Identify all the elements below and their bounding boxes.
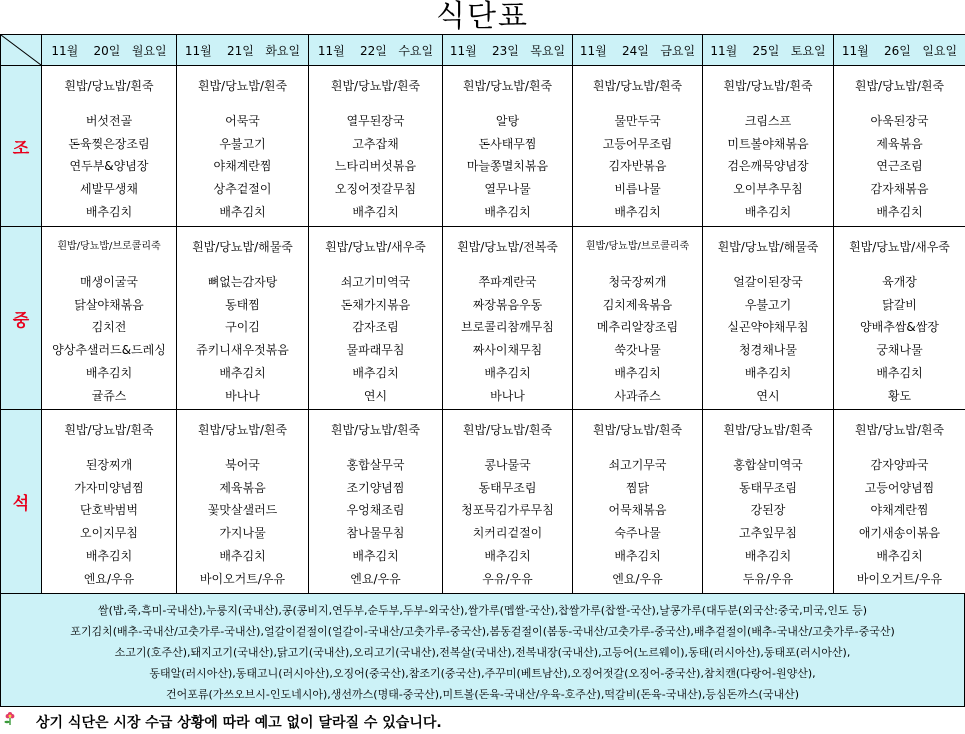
menu-cell bbox=[42, 66, 177, 227]
menu-item: 미트볼야채볶음 bbox=[727, 136, 809, 151]
menu-item: 배추김치 bbox=[484, 204, 531, 219]
menu-item: 배추김치 bbox=[484, 548, 531, 563]
menu-item: 쑥갓나물 bbox=[614, 343, 661, 358]
menu-item: 배추김치 bbox=[876, 365, 923, 380]
rice-options: 흰밥/당뇨밥/흰죽 bbox=[592, 79, 683, 93]
menu-item: 가자미양념찜 bbox=[74, 480, 144, 495]
menu-item: 바나나 bbox=[225, 388, 260, 403]
menu-item: 된장찌개 bbox=[85, 457, 133, 472]
origin-line: 소고기(호주산),돼지고기(국내산),닭고기(국내산),오리고기(국내산),전복살(국내산),전복내장(국내산),고등어(노르웨이),동태(러시아산),동태포(러시아산), bbox=[114, 646, 851, 659]
menu-item: 엔요/우유 bbox=[612, 571, 663, 586]
menu-item: 단호박범벅 bbox=[80, 503, 138, 518]
dinner-row bbox=[1, 410, 965, 594]
menu-item: 홍합살무국 bbox=[346, 457, 405, 472]
menu-item: 느타리버섯볶음 bbox=[334, 159, 417, 174]
menu-item: 세발무생채 bbox=[80, 182, 138, 197]
menu-cell bbox=[443, 410, 573, 594]
menu-item: 숙주나물 bbox=[614, 526, 661, 541]
menu-cell bbox=[703, 227, 834, 410]
menu-item: 비름나물 bbox=[614, 182, 661, 197]
menu-item: 짜사이채무침 bbox=[472, 343, 543, 358]
menu-item: 찜닭 bbox=[625, 480, 650, 495]
menu-item: 마늘쫑멸치볶음 bbox=[466, 159, 549, 174]
menu-cell bbox=[834, 410, 965, 594]
menu-item: 야채계란찜 bbox=[870, 503, 929, 518]
menu-item: 참나물무침 bbox=[346, 526, 405, 541]
menu-cell bbox=[443, 227, 573, 410]
menu-item: 실곤약야채무침 bbox=[727, 320, 809, 335]
origin-line: 동태알(러시아산),동태고니(러시아산),오징어(중국산),참조기(중국산),주꾸미(베트남산),오징어젓갈(오징어-중국산),참치캔(다랑어-원양산), bbox=[149, 667, 816, 680]
menu-item: 뼈없는감자탕 bbox=[207, 274, 278, 289]
menu-item: 제육볶음 bbox=[219, 480, 266, 495]
menu-item: 오이부추무침 bbox=[733, 182, 803, 197]
rice-options: 흰밥/당뇨밥/브로콜리죽 bbox=[57, 241, 161, 252]
menu-item: 홍합살미역국 bbox=[733, 457, 803, 472]
day-header: 11월 24일 금요일 bbox=[573, 35, 703, 66]
menu-cell bbox=[834, 66, 965, 227]
rice-options: 흰밥/당뇨밥/흰죽 bbox=[723, 79, 813, 93]
menu-cell bbox=[573, 227, 703, 410]
menu-cell bbox=[177, 410, 309, 594]
menu-item: 배추김치 bbox=[484, 365, 531, 380]
menu-item: 동태무조림 bbox=[478, 480, 537, 495]
menu-item: 연시 bbox=[756, 388, 780, 403]
menu-item: 애기새송이볶음 bbox=[858, 526, 941, 541]
day-header: 11월 26일 일요일 bbox=[834, 35, 965, 66]
menu-item: 콩나물국 bbox=[484, 457, 531, 472]
menu-item: 배추김치 bbox=[614, 204, 661, 219]
menu-item: 돈사태무찜 bbox=[478, 136, 537, 151]
diagonal-line bbox=[1, 35, 41, 65]
menu-table bbox=[0, 34, 965, 594]
menu-item: 육개장 bbox=[882, 274, 917, 289]
menu-item: 버섯전골 bbox=[85, 113, 133, 128]
menu-item: 얼갈이된장국 bbox=[733, 274, 803, 289]
menu-item: 물파래무침 bbox=[346, 343, 405, 358]
menu-item: 동태찜 bbox=[225, 297, 260, 312]
menu-item: 브로콜리참깨무침 bbox=[461, 320, 554, 335]
menu-item: 쇠고기미역국 bbox=[340, 274, 411, 289]
menu-item: 양배추쌈&쌈장 bbox=[860, 320, 939, 335]
page-title: 식단표 bbox=[436, 0, 529, 34]
rice-options: 흰밥/당뇨밥/흰죽 bbox=[462, 79, 553, 93]
menu-item: 배추김치 bbox=[352, 548, 399, 563]
menu-item: 청국장찌개 bbox=[608, 274, 667, 289]
menu-item: 바이오거트/우유 bbox=[856, 571, 943, 586]
menu-cell bbox=[573, 410, 703, 594]
meal-label-breakfast: 조 bbox=[1, 66, 42, 227]
menu-item: 고등어무조림 bbox=[602, 136, 673, 151]
menu-item: 배추김치 bbox=[219, 204, 266, 219]
menu-item: 양상추샐러드&드레싱 bbox=[52, 343, 166, 358]
origin-line: 건어포류(가쓰오브시-인도네시아),생선까스(명태-중국산),미트볼(돈육-국내산/우육-호주산),떡갈비(돈육-국내산),등심돈까스(국내산) bbox=[165, 688, 799, 701]
menu-item: 감자채볶음 bbox=[870, 182, 929, 197]
rice-options: 흰밥/당뇨밥/흰죽 bbox=[330, 79, 421, 93]
day-header: 11월 22일 수요일 bbox=[309, 35, 443, 66]
menu-item: 배추김치 bbox=[614, 365, 661, 380]
menu-cell bbox=[443, 66, 573, 227]
menu-item: 엔요/우유 bbox=[83, 571, 135, 586]
menu-item: 검은깨묵양념장 bbox=[727, 159, 809, 174]
menu-cell bbox=[309, 227, 443, 410]
menu-cell bbox=[42, 410, 177, 594]
menu-item: 매생이굴국 bbox=[80, 274, 138, 289]
menu-item: 아욱된장국 bbox=[870, 113, 929, 128]
rice-options: 흰밥/당뇨밥/흰죽 bbox=[723, 423, 813, 437]
menu-item: 배추김치 bbox=[219, 365, 266, 380]
rice-options: 흰밥/당뇨밥/브로콜리죽 bbox=[585, 241, 690, 252]
menu-item: 배추김치 bbox=[744, 204, 792, 219]
menu-item: 배추김치 bbox=[744, 548, 792, 563]
menu-item: 고추잡채 bbox=[352, 136, 399, 151]
day-header: 11월 21일 화요일 bbox=[177, 35, 309, 66]
menu-item: 크림스프 bbox=[744, 113, 792, 128]
menu-item: 강된장 bbox=[750, 503, 786, 518]
menu-item: 구이김 bbox=[225, 320, 260, 335]
corner-cell bbox=[1, 35, 42, 66]
origin-info-box bbox=[0, 593, 965, 707]
menu-item: 열무나물 bbox=[484, 182, 531, 197]
menu-item: 두유/우유 bbox=[742, 571, 794, 586]
rice-options: 흰밥/당뇨밥/흰죽 bbox=[854, 79, 945, 93]
menu-item: 오이지무침 bbox=[80, 526, 138, 541]
menu-item: 사과쥬스 bbox=[614, 388, 661, 403]
meal-label-lunch: 중 bbox=[1, 227, 42, 410]
menu-item: 우유/우유 bbox=[482, 571, 533, 586]
menu-item: 어묵국 bbox=[225, 113, 260, 128]
menu-item: 꽃맛살샐러드 bbox=[207, 503, 278, 518]
menu-item: 메추리알장조림 bbox=[596, 320, 679, 335]
rice-options: 흰밥/당뇨밥/흰죽 bbox=[462, 423, 553, 437]
menu-item: 배추김치 bbox=[219, 548, 266, 563]
menu-item: 배추김치 bbox=[352, 365, 399, 380]
menu-item: 고등어양념찜 bbox=[864, 480, 935, 495]
menu-item: 쇠고기무국 bbox=[608, 457, 667, 472]
day-header: 11월 20일 월요일 bbox=[42, 35, 177, 66]
menu-cell bbox=[309, 66, 443, 227]
rice-options: 흰밥/당뇨밥/흰죽 bbox=[64, 79, 154, 93]
menu-item: 닭살야채볶음 bbox=[74, 297, 144, 312]
menu-item: 닭갈비 bbox=[882, 297, 917, 312]
menu-item: 돈육찢은장조림 bbox=[68, 136, 150, 151]
rice-options: 흰밥/당뇨밥/해물죽 bbox=[717, 240, 819, 254]
menu-item: 열무된장국 bbox=[346, 113, 405, 128]
breakfast-row bbox=[1, 66, 965, 227]
header-row bbox=[1, 35, 965, 66]
menu-cell bbox=[309, 410, 443, 594]
menu-cell bbox=[177, 227, 309, 410]
rice-options: 흰밥/당뇨밥/해물죽 bbox=[192, 240, 293, 254]
menu-item: 감자양파국 bbox=[870, 457, 929, 472]
origin-line: 쌀(밥,죽,흑미-국내산),누룽지(국내산),콩(콩비지,연두부,순두부,두부-외국산),쌀가루(멥쌀-국산),찹쌀가루(찹쌀-국산),날콩가루(대두분(외국산:중국,미국,인도 등) bbox=[97, 604, 867, 617]
menu-cell bbox=[703, 410, 834, 594]
rice-options: 흰밥/당뇨밥/새우죽 bbox=[849, 240, 950, 254]
menu-item: 북어국 bbox=[225, 457, 260, 472]
menu-item: 물만두국 bbox=[614, 113, 661, 128]
rice-options: 흰밥/당뇨밥/흰죽 bbox=[197, 423, 288, 437]
menu-item: 돈채가지볶음 bbox=[340, 297, 411, 312]
menu-item: 알탕 bbox=[495, 113, 520, 128]
menu-item: 귤쥬스 bbox=[91, 388, 127, 403]
menu-item: 고추잎무침 bbox=[739, 526, 797, 541]
rice-options: 흰밥/당뇨밥/흰죽 bbox=[64, 423, 154, 437]
menu-item: 쭈파계란국 bbox=[478, 274, 537, 289]
menu-item: 연두부&양념장 bbox=[69, 159, 149, 174]
menu-item: 연근조림 bbox=[876, 159, 923, 174]
rice-options: 흰밥/당뇨밥/흰죽 bbox=[197, 79, 288, 93]
menu-item: 우엉채조림 bbox=[346, 503, 405, 518]
rice-options: 흰밥/당뇨밥/흰죽 bbox=[330, 423, 421, 437]
menu-item: 바나나 bbox=[490, 388, 525, 403]
menu-item: 치커리겉절이 bbox=[472, 526, 543, 541]
menu-item: 가지나물 bbox=[219, 526, 266, 541]
menu-item: 배추김치 bbox=[876, 204, 923, 219]
menu-item: 엔요/우유 bbox=[350, 571, 401, 586]
day-header: 11월 23일 목요일 bbox=[443, 35, 573, 66]
menu-item: 어묵채볶음 bbox=[608, 503, 667, 518]
menu-cell bbox=[834, 227, 965, 410]
menu-item: 짜장볶음우동 bbox=[472, 297, 543, 312]
menu-item: 쥬키니새우젓볶음 bbox=[196, 343, 289, 358]
menu-item: 김자반볶음 bbox=[608, 159, 667, 174]
menu-item: 궁채나물 bbox=[876, 343, 923, 358]
menu-item: 배추김치 bbox=[876, 548, 923, 563]
menu-item: 동태무조림 bbox=[739, 480, 797, 495]
menu-item: 감자조림 bbox=[352, 320, 399, 335]
menu-cell bbox=[42, 227, 177, 410]
rice-options: 흰밥/당뇨밥/흰죽 bbox=[854, 423, 945, 437]
menu-item: 제육볶음 bbox=[876, 136, 923, 151]
menu-item: 김치제육볶음 bbox=[602, 297, 673, 312]
menu-item: 오징어젓갈무침 bbox=[334, 182, 417, 197]
menu-cell bbox=[573, 66, 703, 227]
menu-item: 배추김치 bbox=[85, 204, 133, 219]
menu-cell bbox=[177, 66, 309, 227]
menu-item: 연시 bbox=[363, 388, 388, 403]
meal-label-dinner: 석 bbox=[1, 410, 42, 594]
rice-options: 흰밥/당뇨밥/흰죽 bbox=[592, 423, 683, 437]
lunch-row bbox=[1, 227, 965, 410]
menu-item: 야채계란찜 bbox=[213, 159, 272, 174]
menu-item: 배추김치 bbox=[614, 548, 661, 563]
footer-note-text: 상기 식단은 시장 수급 상황에 따라 예고 없이 달라질 수 있습니다. bbox=[36, 715, 442, 731]
rice-options: 흰밥/당뇨밥/전복죽 bbox=[457, 240, 558, 254]
menu-item: 배추김치 bbox=[352, 204, 399, 219]
menu-item: 김치전 bbox=[91, 320, 127, 335]
menu-item: 우불고기 bbox=[744, 297, 792, 312]
menu-item: 배추김치 bbox=[85, 365, 133, 380]
menu-item: 우불고기 bbox=[219, 136, 266, 151]
origin-line: 포기김치(배추-국내산/고춧가루-국내산),얼갈이겉절이(얼갈이-국내산/고춧가루-중국산),봄동겉절이(봄동-국내산/고춧가루-중국산),배추겉절이(배추-국내산/고춧가루-중국산) bbox=[70, 625, 895, 638]
flower-icon bbox=[3, 711, 17, 725]
menu-item: 황도 bbox=[887, 388, 912, 403]
menu-item: 조기양념찜 bbox=[346, 480, 405, 495]
menu-item: 청경채나물 bbox=[739, 343, 797, 358]
menu-item: 청포묵김가루무침 bbox=[461, 503, 554, 518]
footer-note bbox=[0, 710, 965, 734]
menu-item: 배추김치 bbox=[744, 365, 792, 380]
menu-item: 배추김치 bbox=[85, 548, 133, 563]
rice-options: 흰밥/당뇨밥/새우죽 bbox=[325, 240, 426, 254]
menu-cell bbox=[703, 66, 834, 227]
menu-item: 상추겉절이 bbox=[213, 182, 272, 197]
day-header: 11월 25일 토요일 bbox=[703, 35, 834, 66]
menu-item: 바이오거트/우유 bbox=[199, 571, 286, 586]
